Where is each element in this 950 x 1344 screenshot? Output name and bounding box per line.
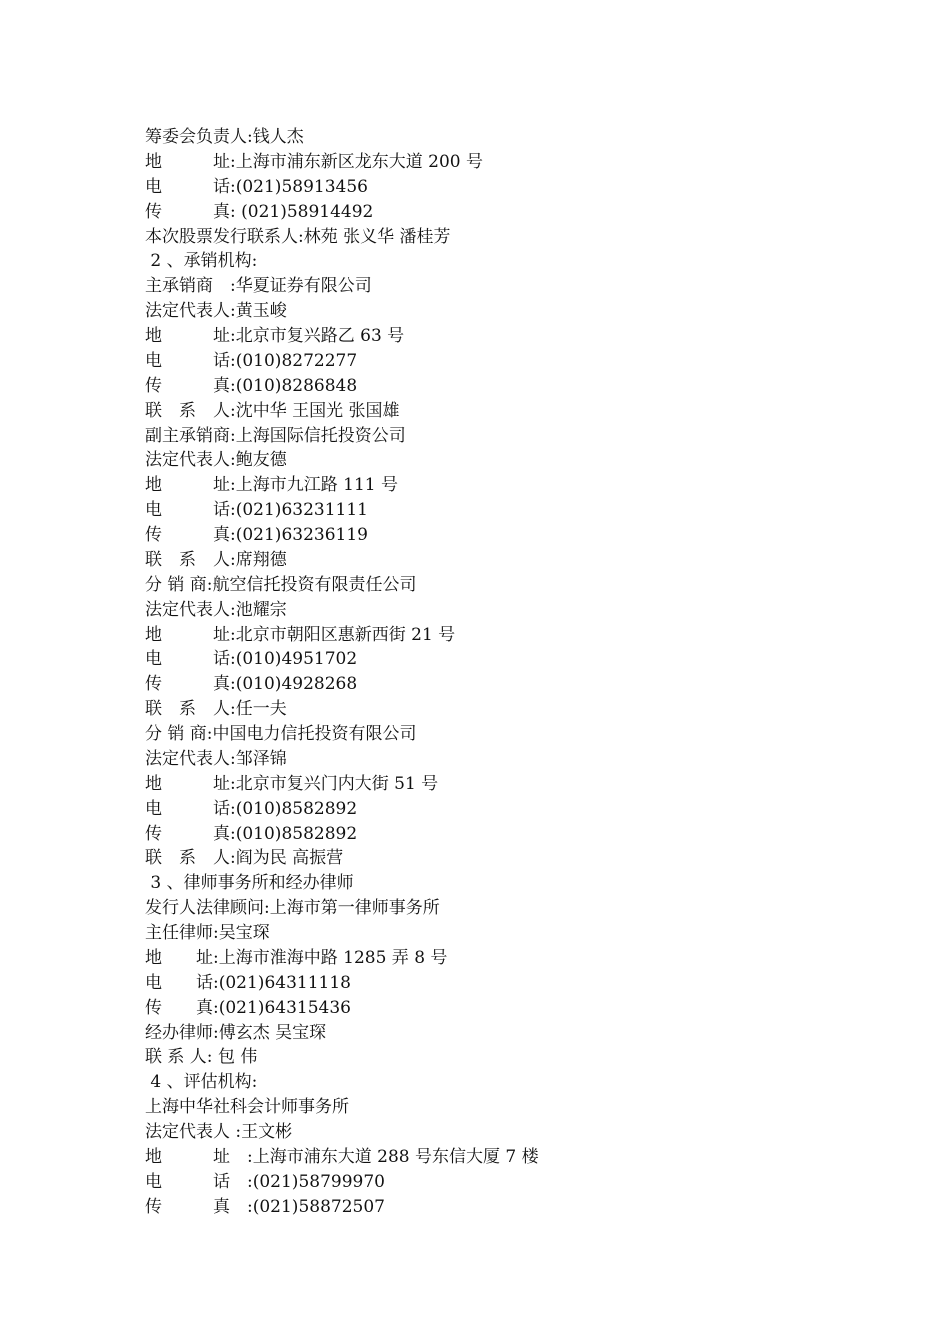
text-line: 筹委会负责人:钱人杰 [145,127,304,147]
text-line: 4 、评估机构: [145,1072,258,1093]
text-line: 地 址:上海市淮海中路 1285 弄 8 号 [145,947,448,968]
text-line: 副主承销商:上海国际信托投资公司 [145,425,406,446]
text-line: 电 话:(010)8582892 [145,798,358,819]
text-line: 联 系 人:席翔德 [145,549,287,570]
text-line: 法定代表人 :王文彬 [145,1122,293,1142]
text-line: 主任律师:吴宝琛 [145,923,270,943]
text-line: 电 话:(010)8272277 [145,350,358,371]
text-line: 主承销商 :华夏证券有限公司 [145,276,372,297]
text-line: 2 、承销机构: [145,251,258,272]
text-line: 传 真: (021)58914492 [145,201,374,222]
text-line: 地 址:上海市浦东新区龙东大道 200 号 [145,151,483,172]
text-line: 电 话:(010)4951702 [145,649,358,670]
text-line: 传 真:(021)64315436 [145,997,351,1018]
text-line: 传 真:(010)8582892 [145,823,358,844]
text-line: 传 真 :(021)58872507 [145,1196,385,1217]
text-line: 法定代表人:邹泽锦 [145,748,287,769]
text-line: 发行人法律顾问:上海市第一律师事务所 [145,898,440,919]
text-line: 电 话:(021)64311118 [145,972,351,993]
text-line: 经办律师:傅玄杰 吴宝琛 [145,1022,327,1043]
text-line: 上海中华社科会计师事务所 [145,1097,349,1118]
text-line: 联 系 人:沈中华 王国光 张国雄 [145,400,400,421]
text-line: 法定代表人:池耀宗 [145,599,287,620]
document-page [145,125,905,1220]
text-line: 地 址:北京市复兴门内大街 51 号 [145,773,439,794]
text-line: 联 系 人: 包 伟 [145,1047,258,1068]
text-line: 传 真:(010)8286848 [145,375,358,396]
text-line: 地 址:北京市复兴路乙 63 号 [145,326,405,346]
text-line: 本次股票发行联系人:林苑 张义华 潘桂芳 [145,226,451,247]
text-line: 联 系 人:阎为民 高振营 [145,848,344,869]
text-line: 传 真:(021)63236119 [145,525,368,545]
text-line: 分 销 商:航空信托投资有限责任公司 [145,574,417,595]
text-line: 地 址:上海市九江路 111 号 [145,475,398,496]
text-line: 分 销 商:中国电力信托投资有限公司 [145,724,417,744]
text-line: 法定代表人:鲍友德 [145,450,287,471]
text-line: 电 话 :(021)58799970 [145,1171,385,1192]
text-line: 电 话:(021)63231111 [145,500,368,521]
text-line: 地 址:北京市朝阳区惠新西街 21 号 [145,624,456,645]
text-line: 联 系 人:任一夫 [145,699,287,720]
text-line: 传 真:(010)4928268 [145,674,358,695]
text-line: 3 、律师事务所和经办律师 [145,873,354,894]
text-line: 法定代表人:黄玉峻 [145,301,287,322]
text-line: 地 址 :上海市浦东大道 288 号东信大厦 7 楼 [145,1146,539,1167]
text-line: 电 话:(021)58913456 [145,176,368,197]
